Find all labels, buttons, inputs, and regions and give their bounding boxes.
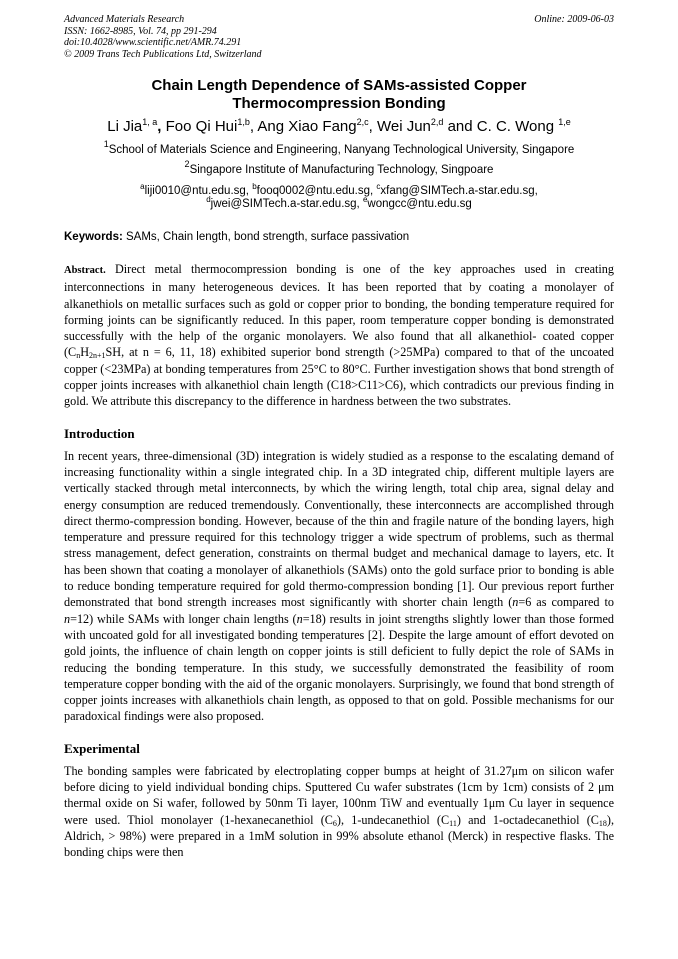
author-separator: , [368,118,373,135]
affiliation-1 [64,139,614,157]
email-marker: c [376,182,381,191]
author-name: Ang Xiao Fang [257,118,357,135]
experimental-paragraph [64,763,614,861]
italic-variable: n [296,611,303,626]
author-name: Foo Qi Hui [165,118,238,135]
title-line-1: Chain Length Dependence of SAMs-assisted Copper [151,77,527,94]
introduction-heading: Introduction [64,425,135,441]
affiliation-2 [64,159,614,177]
email-link[interactable]: jwei@SIMTech.a-star.edu.sg, [210,198,360,210]
intro-text: =18) results in joint strengths slightly lower than those formed with uncoated gold for all investigated bonding temperatures [2]. Despite the large amount of effort devoted on gold joints, the influence of chain length on copper joints is still deficient to fully depict the role of SAMs in reducing the bonding temperature. In this study, we successfully demonstrated the feasibility of room temperature copper bonding with the aid of the organic monolayers. Surprisingly, we found that bond strength of copper joints increases with alkanethiols chain length, as opposed to that on gold. Possible mechanisms for our paradoxical findings were also proposed. [64,611,615,724]
keywords-line [64,230,614,244]
affiliation-text: Singapore Institute of Manufacturing Technology, Singpoare [189,164,494,176]
italic-variable: n [64,611,71,626]
email-marker: d [206,195,211,204]
author-list [64,118,614,136]
email-marker: b [252,182,257,191]
author-sup: 1,e [558,117,571,127]
paper-title [64,77,614,113]
keywords-text: SAMs, Chain length, bond strength, surface passivation [126,231,410,243]
chem-subscript: 6 [332,818,337,828]
author-sup: 2,c [356,117,369,127]
journal-header [64,14,614,60]
author-name: Wei Jun [376,118,431,135]
email-marker: a [140,182,145,191]
italic-variable: n [512,595,519,610]
experimental-heading: Experimental [64,740,140,756]
intro-text: =12) while SAMs with longer chain lengths ( [70,611,297,626]
author-sup: 1,b [237,117,250,127]
formula-subscript: 2n+1 [89,351,106,361]
experimental-text: ), 1-undecanethiol (C [336,812,450,827]
author-emails [64,182,614,211]
emails-line-2 [64,195,614,211]
abstract-label: Abstract. [64,265,106,276]
chem-subscript: 18 [598,818,607,828]
author-sup: 1, a [142,117,158,127]
email-link[interactable]: liji0010@ntu.edu.sg, [144,185,249,197]
issn-line: ISSN: 1662-8985, Vol. 74, pp 291-294 [64,25,217,37]
affiliation-text: School of Materials Science and Engineering, Nanyang Technological University, Singapore [108,144,575,156]
experimental-text: ), Aldrich, > 98%) were prepared in a 1mM solution in 99% absolute ethanol (Merck) in respective flasks. The bonding chips were then [64,812,614,860]
journal-name: Advanced Materials Research [64,14,185,25]
experimental-text: The bonding samples were fabricated by electroplating copper bumps at height of 31.27μm on silicon wafer before dicing to yield individual bonding chips. Sputtered Cu wafer substrates (1cm by 1cm) consists of 2 μm thermal oxide on Si wafer, followed by 50nm Ti layer, 100nm TiW and eventually 1μm Cu layer in sequence were used. Thiol monolayer (1-hexanecanethiol (C [64,763,614,827]
affiliation-num: 2 [184,159,190,169]
introduction-paragraph [64,448,614,725]
author-separator: , [249,118,255,135]
experimental-text: ) and 1-octadecanethiol (C [456,812,599,827]
author-name: Li Jia [107,118,143,135]
chem-subscript: 11 [449,818,457,828]
copyright-line: © 2009 Trans Tech Publications Ltd, Switzerland [64,48,262,60]
author-name: C. C. Wong [476,118,555,135]
abstract-text: SH, at n = 6, 11, 18) exhibited superior bond strength (>25MPa) compared to that of the uncoated copper (<23MPa) at bonding temperatures from 25°C to 80°C. Further investigation shows that bond strength of copper joints increases with alkanethiol chain length (C18>C11>C6), which contradicts our previous finding in gold. We attribute this discrepancy to the difference in hardness between the two substrates. [64,345,614,409]
formula-text: H [80,345,89,360]
intro-text: In recent years, three-dimensional (3D) integration is widely studied as a response to the escalating demand of increasing functionality within a single integrated chip. In a 3D integrated chip, different multiple layers are vertically stacked through metal interconnects, by which the wiring length, total chip area, signal delay and energy consumption are reduced tremendously. Conventionally, these interconnects are accomplished through direct thermo-compression bonding. However, because of the thin and fragile nature of the bonding layers, high temperature and pressure required for this technology trigger a wide spectrum of problems, such as thermal stress management, defect generation, constraints on thermal budget and mechanical damage to layers, etc. It has been shown that coating a monolayer of alkanethiols (SAMs) onto the gold surface prior to bonding is able to reduce bonding temperature required for gold thermo-compression bonding [1]. Our previous report further demonstrated that bond strength increases most significantly with shorter chain length ( [64,448,614,610]
abstract-paragraph [64,261,614,410]
author-separator: , [157,118,162,135]
email-marker: e [362,195,368,204]
email-link[interactable]: wongcc@ntu.edu.sg [367,198,472,210]
author-sup: 2,d [430,117,444,127]
intro-text: =6 as compared to [518,595,614,610]
emails-line-1 [64,182,614,198]
email-link[interactable]: xfang@SIMTech.a-star.edu.sg, [380,185,538,197]
abstract-text: Direct metal thermocompression bonding is one of the key approaches used in creating interconnections in many heterogeneous devices. It has been reported that by coating a monolayer of alkanethiols on metallic surfaces such as gold or copper prior to bonding, the bonding temperature required for forming joints can be significantly reduced. In this paper, room temperature copper bonding is demonstrated successfully with the help of the organic monolayers. We also found that all alkanethiol- coated copper (C [64,262,614,360]
doi-line: doi:10.4028/www.scientific.net/AMR.74.291 [64,37,242,48]
affiliation-num: 1 [103,139,109,149]
keywords-label: Keywords: [64,231,123,243]
online-date: Online: 2009-06-03 [534,14,614,25]
title-line-2: Thermocompression Bonding [232,95,446,112]
author-separator: and [447,118,473,135]
formula-subscript: n [76,351,81,361]
email-link[interactable]: fooq0002@ntu.edu.sg, [256,185,374,197]
